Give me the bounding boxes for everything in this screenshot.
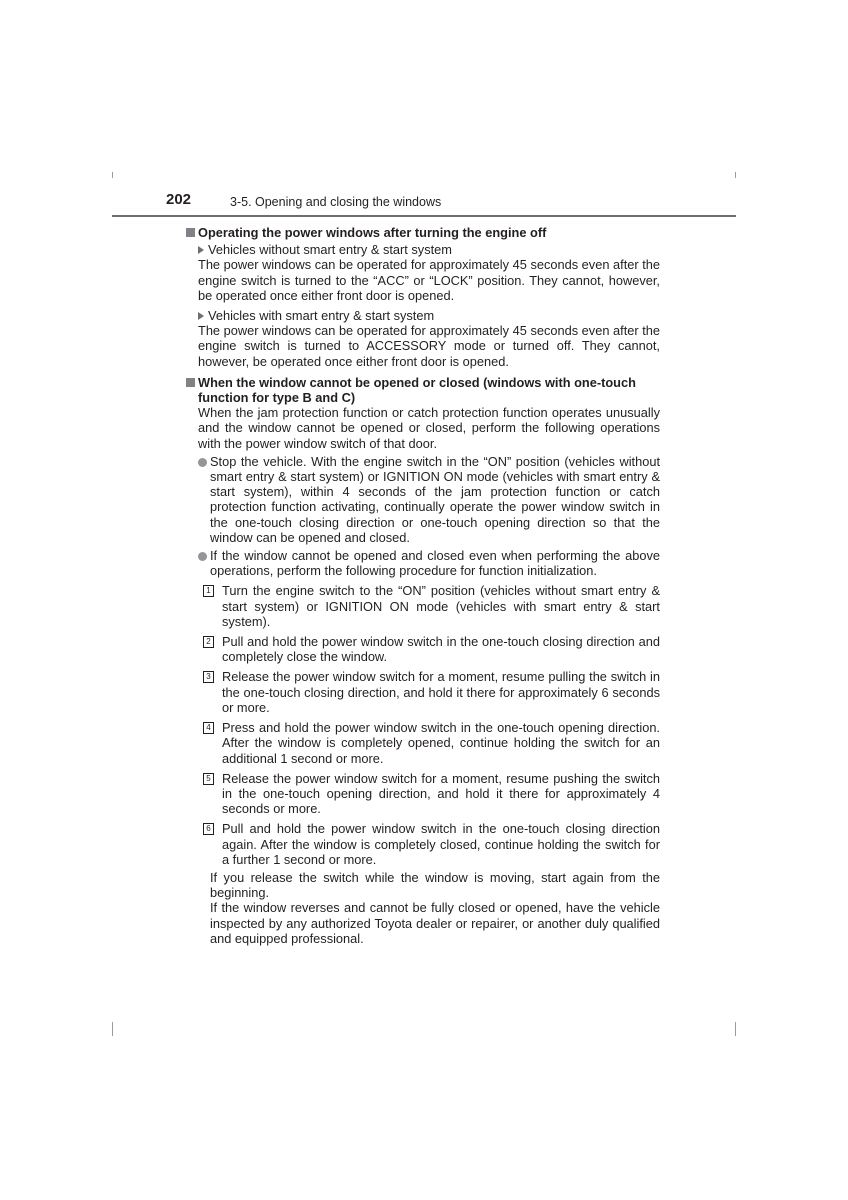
step-number: 4 bbox=[203, 722, 214, 734]
step-item: 2 Pull and hold the power window switch in the one-touch closing direction and completely close the window. bbox=[186, 634, 660, 664]
step-number: 6 bbox=[203, 823, 214, 835]
page-number: 202 bbox=[166, 191, 192, 208]
triangle-right-icon bbox=[198, 312, 204, 320]
section-window-cannot-open bbox=[186, 375, 660, 946]
step-item: 6 Pull and hold the power window switch in the one-touch closing direction again. After the window is completely closed, continue holding the switch for a further 1 second or more. bbox=[186, 821, 660, 867]
square-bullet-icon bbox=[186, 378, 195, 387]
step-item: 4 Press and hold the power window switch in the one-touch opening direction. After the window is completely opened, continue holding the switch for an additional 1 second or more. bbox=[186, 720, 660, 766]
step-number: 3 bbox=[203, 671, 214, 683]
section-heading: Operating the power windows after turning the engine off bbox=[186, 225, 660, 240]
vehicle-type-label: Vehicles with smart entry & start system bbox=[186, 308, 660, 323]
crop-mark-top-left bbox=[112, 172, 113, 178]
header-rule bbox=[112, 215, 736, 217]
triangle-right-icon bbox=[198, 246, 204, 254]
intro-paragraph: When the jam protection function or catch protection function operates unusually and the window cannot be opened or closed, perform the following operations with the power window switch of that door. bbox=[198, 405, 660, 451]
step-number: 2 bbox=[203, 636, 214, 648]
step-item: 5 Release the power window switch for a moment, resume pushing the switch in the one-touch opening direction, and hold it there for approximately 4 seconds or more. bbox=[186, 771, 660, 817]
step-number: 1 bbox=[203, 585, 214, 597]
crop-mark-bottom-right bbox=[735, 1022, 736, 1036]
crop-mark-top-right bbox=[735, 172, 736, 178]
paragraph: The power windows can be operated for approximately 45 seconds even after the engine switch is turned to the “ACC” or “LOCK” position. They cannot, however, be operated once either front door is opened. bbox=[198, 257, 660, 303]
paragraph: The power windows can be operated for approximately 45 seconds even after the engine switch is turned to ACCESSORY mode or turned off. They cannot, however, be operated once either front door is opened. bbox=[198, 323, 660, 369]
bullet-item: If the window cannot be opened and closed even when performing the above operations, perform the following procedure for function initialization. bbox=[186, 548, 660, 578]
step-item: 1 Turn the engine switch to the “ON” position (vehicles without smart entry & start system) or IGNITION ON mode (vehicles with smart entry & start system). bbox=[186, 583, 660, 629]
square-bullet-icon bbox=[186, 228, 195, 237]
circle-bullet-icon bbox=[198, 552, 207, 561]
circle-bullet-icon bbox=[198, 458, 207, 467]
page-header bbox=[112, 190, 736, 218]
vehicle-type-label: Vehicles without smart entry & start system bbox=[186, 242, 660, 257]
bullet-item: Stop the vehicle. With the engine switch in the “ON” position (vehicles without smart entry & start system) or IGNITION ON mode (vehicles with smart entry & start system), within 4 seconds of the jam protection function or catch protection function activating, continually operate the power window switch in the one-touch closing direction or one-touch opening direction so that the window can be opened and closed. bbox=[186, 454, 660, 545]
page-content bbox=[186, 225, 660, 946]
section-heading: When the window cannot be opened or closed (windows with one-touch function for type B and C) bbox=[186, 375, 660, 405]
section-engine-off bbox=[186, 225, 660, 369]
note-paragraph: If the window reverses and cannot be fully closed or opened, have the vehicle inspected by any authorized Toyota dealer or repairer, or another duly qualified and equipped professional. bbox=[210, 900, 660, 946]
step-number: 5 bbox=[203, 773, 214, 785]
crop-mark-bottom-left bbox=[112, 1022, 113, 1036]
note-paragraph: If you release the switch while the window is moving, start again from the beginning. bbox=[210, 869, 660, 901]
step-item: 3 Release the power window switch for a moment, resume pulling the switch in the one-touch closing direction, and hold it there for approximately 6 seconds or more. bbox=[186, 669, 660, 715]
section-title: 3-5. Opening and closing the windows bbox=[230, 195, 442, 209]
